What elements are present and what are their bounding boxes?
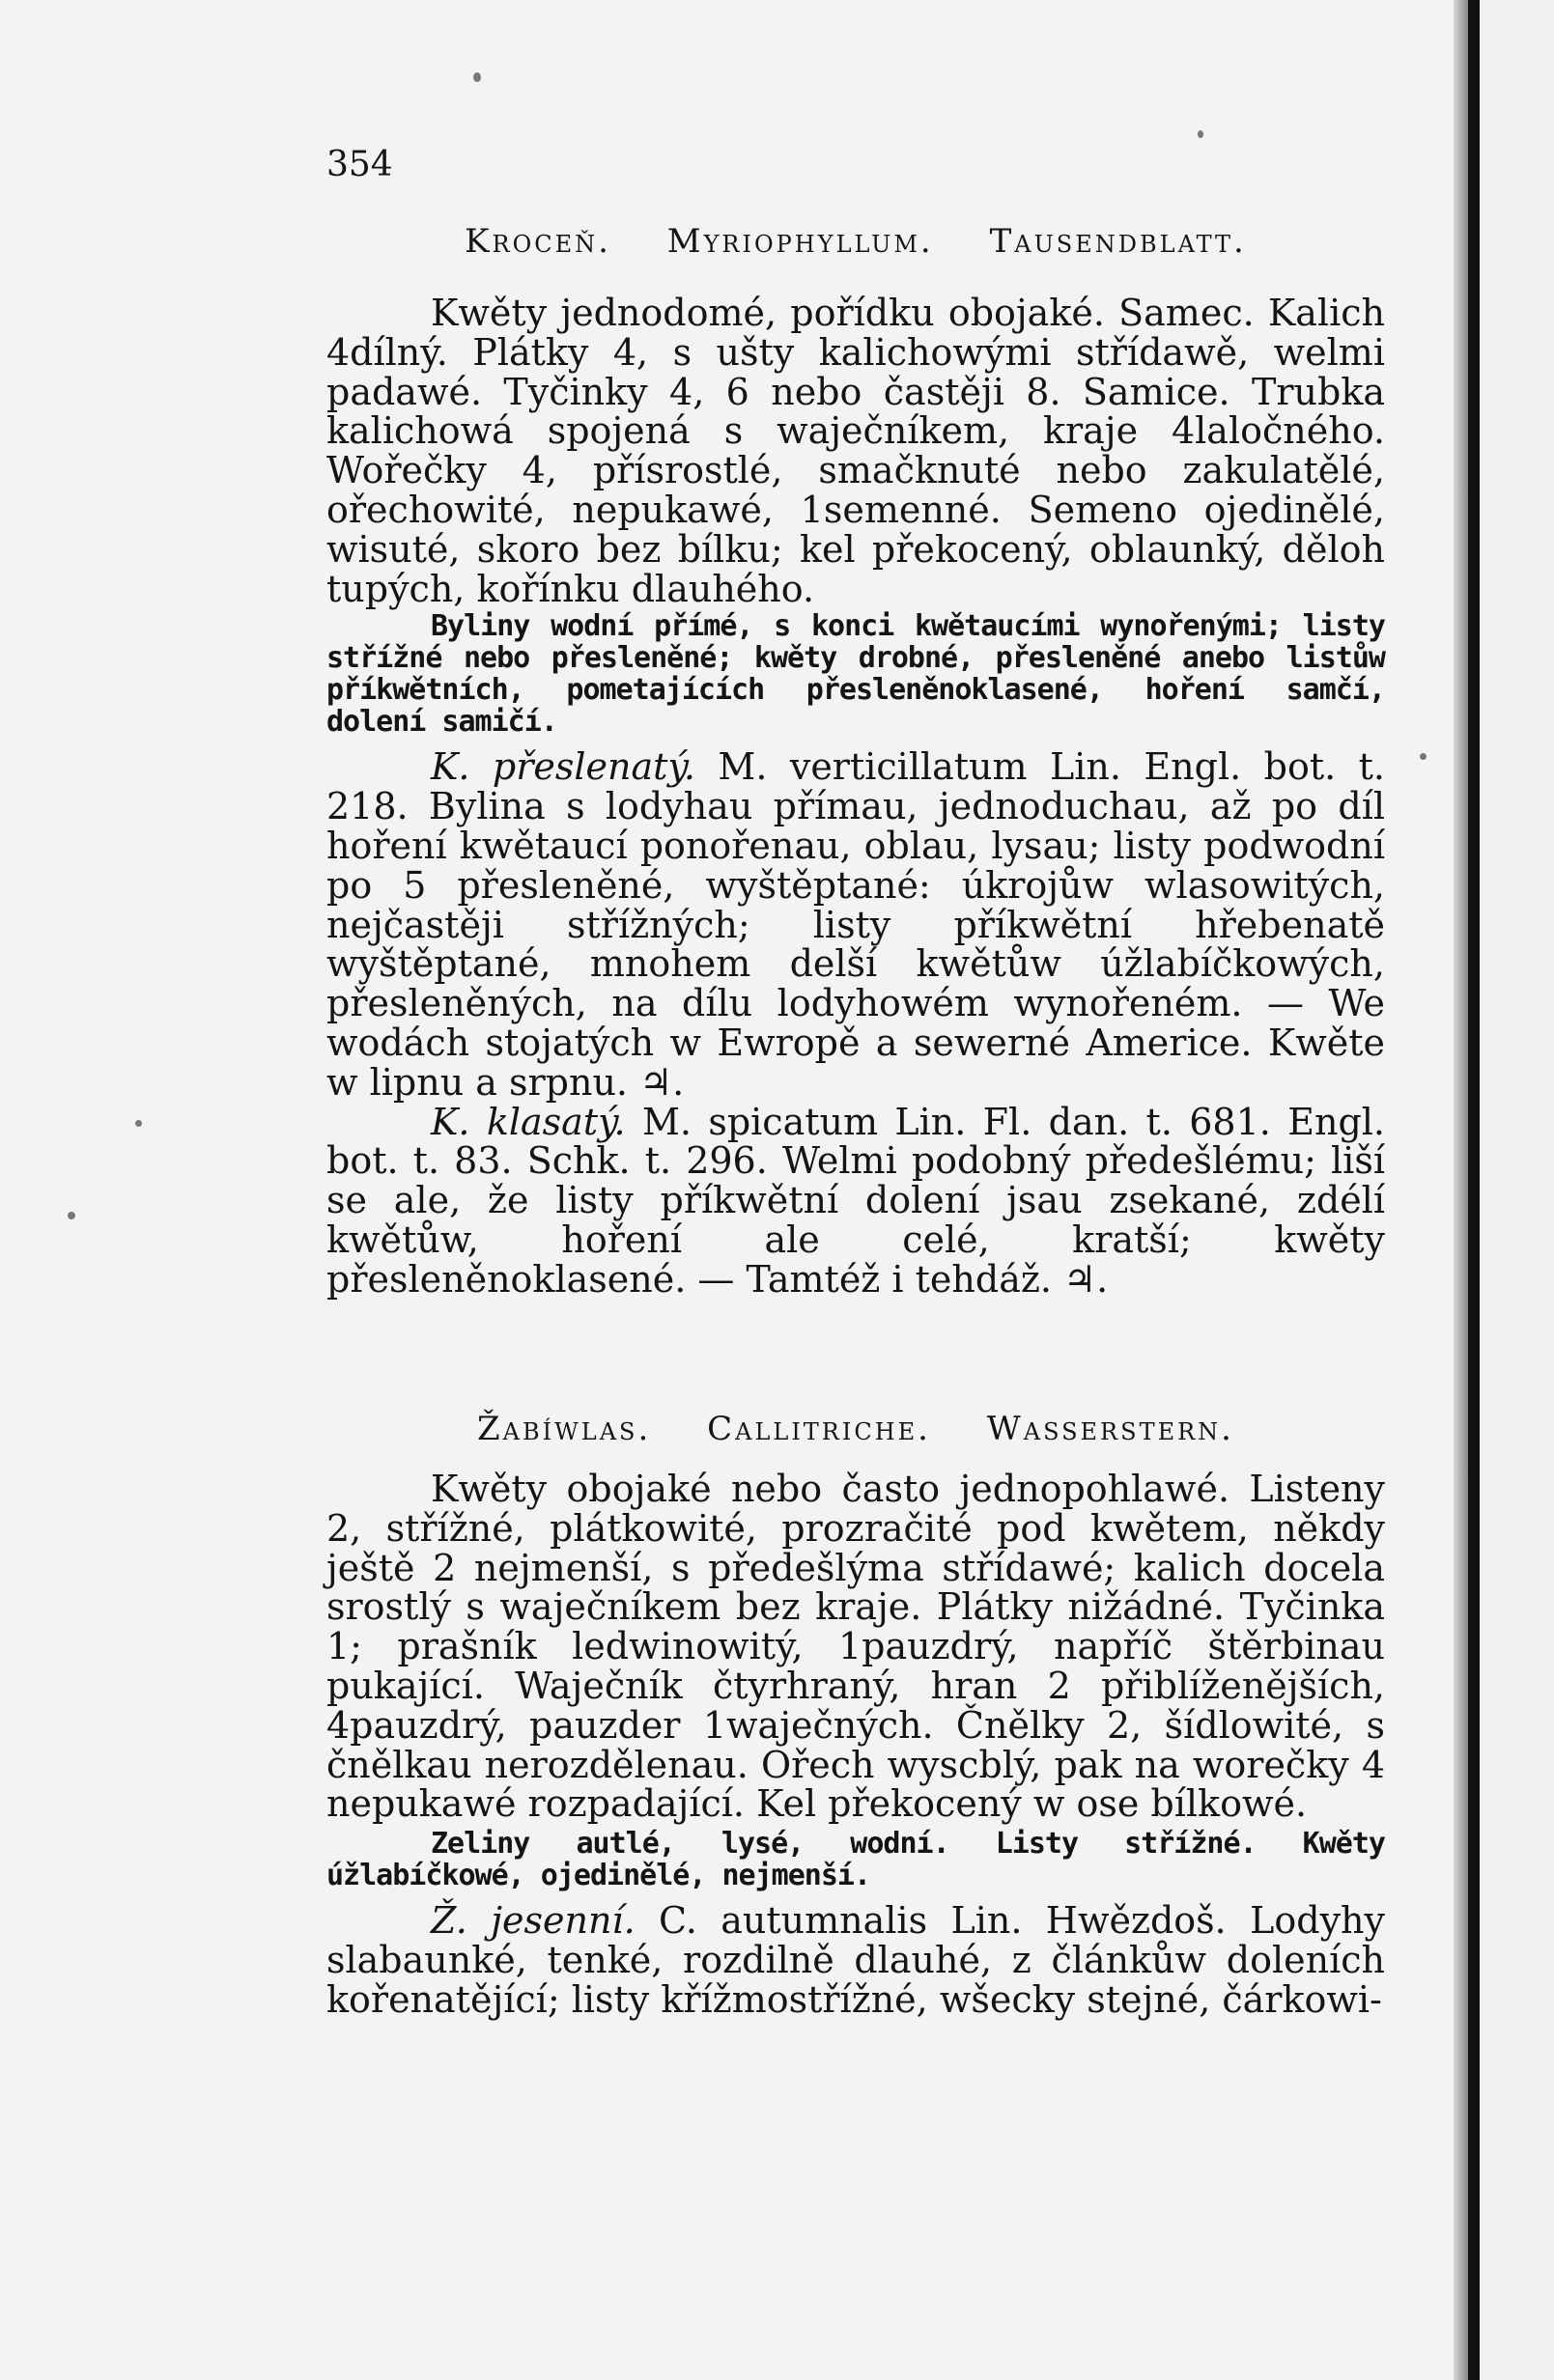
species-text: M. spicatum Lin. Fl. dan. t. 681. Engl. bot. t. 83. Schk. t. 296. Welmi podobný předešlému; liší se ale, že listy příkwětní dolení jsau zsekané, zdélí kwětůw, hoření ale celé, kratší; kwěty přesleněnoklasené. — Tamtéž i tehdáž. ♃. <box>326 1100 1385 1301</box>
page-gutter <box>1468 0 1480 2380</box>
heading-german: Tausendblatt. <box>989 222 1247 261</box>
genus-note: Byliny wodní přímé, s konci kwětaucími wynořenými; listy střížné nebo přesleněné; kwěty drobné, přesleněné anebo listůw příkwětních, pometajících přesleněnoklasené, hoření samčí, dolení samičí. <box>326 609 1385 740</box>
paper-speck <box>1420 753 1427 760</box>
paper-speck <box>473 72 481 82</box>
page-edge-shadow <box>1454 0 1468 2380</box>
genus-note: Zeliny autlé, lysé, wodní. Listy střížné. Kwěty úžlabíčkowé, ojedinělé, nejmenší. <box>326 1827 1385 1893</box>
species-name: Ž. jesenní. <box>431 1899 660 1943</box>
heading-czech: Žabíwlas. <box>477 1410 652 1448</box>
species-name: K. přeslenatý. <box>431 745 719 789</box>
page-number: 354 <box>326 145 393 184</box>
paper-speck <box>135 1120 142 1127</box>
species-text: M. verticillatum Lin. Engl. bot. t. 218. Bylina s lodyhau přímau, jednoduchau, až po díl hoření kwětaucí ponořenau, oblau, lysau; listy podwodní po 5 přesleněné, wyštěptané: úkrojůw wlasowitých, nejčastěji střížných; listy příkwětní hřebenatě wyštěptané, mnohem delší kwětůw úžlabíčkowých, přesleněných, na dílu lodyhowém wynořeném. — We wodách stojatých w Ewropě a sewerné Americe. Kwěte w lipnu a srpnu. ♃. <box>326 745 1385 1104</box>
heading-czech: Kroceň. <box>465 222 611 261</box>
paper-speck <box>68 1212 75 1219</box>
genus-description: Kwěty obojaké nebo často jednopohlawé. Listeny 2, střížné, plátkowité, prozračité pod kwětem, někdy ještě 2 nejmenší, s předešlýma střídawé; kalich docela srostlý s waječníkem bez kraje. Plátky nižádné. Tyčinka 1; prašník ledwinowitý, 1pauzdrý, napříč štěrbinau pukající. Waječník čtyrhraný, hran 2 přiblíženějších, 4pauzdrý, pauzder 1waječných. Čnělky 2, šídlowité, s čnělkau nerozdělenau. Ořech wyscblý, pak na worečky 4 nepukawé rozpadající. Kel překocený w ose bílkowé. <box>326 1468 1385 1826</box>
heading-latin: Myriophyllum. <box>666 222 934 261</box>
section-heading-callitriche <box>326 1410 1385 1448</box>
species-name: K. klasatý. <box>431 1100 642 1143</box>
section-body-callitriche <box>326 1470 1385 2020</box>
facing-page-edge <box>1480 0 1554 2380</box>
paper-speck <box>1198 130 1203 138</box>
heading-german: Wasserstern. <box>986 1410 1234 1448</box>
section-body-myriophyllum <box>326 294 1385 1300</box>
heading-latin: Callitriche. <box>707 1410 931 1448</box>
species-entry <box>326 747 1385 1102</box>
section-heading-myriophyllum <box>326 222 1385 261</box>
genus-description: Kwěty jednodomé, pořídku obojaké. Samec. Kalich 4dílný. Plátky 4, s ušty kalichowými střídawě, welmi padawé. Tyčinky 4, 6 nebo častěji 8. Samice. Trubka kalichowá spojená s waječníkem, kraje 4laločného. Wořečky 4, přísrostlé, smačknuté nebo zakulatělé, ořechowité, nepukawé, 1semenné. Semeno ojedinělé, wisuté, skoro bez bílku; kel překocený, oblaunký, děloh tupých, kořínku dlauhého. <box>326 292 1385 610</box>
species-text: C. autumnalis Lin. Hwězdoš. Lodyhy slabaunké, tenké, rozdilně dlauhé, z článkůw doleních kořenatějící; listy křížmostřížné, wšecky stejné, čárkowi- <box>326 1899 1385 2021</box>
species-entry <box>326 1100 1385 1301</box>
species-entry <box>326 1901 1385 2019</box>
